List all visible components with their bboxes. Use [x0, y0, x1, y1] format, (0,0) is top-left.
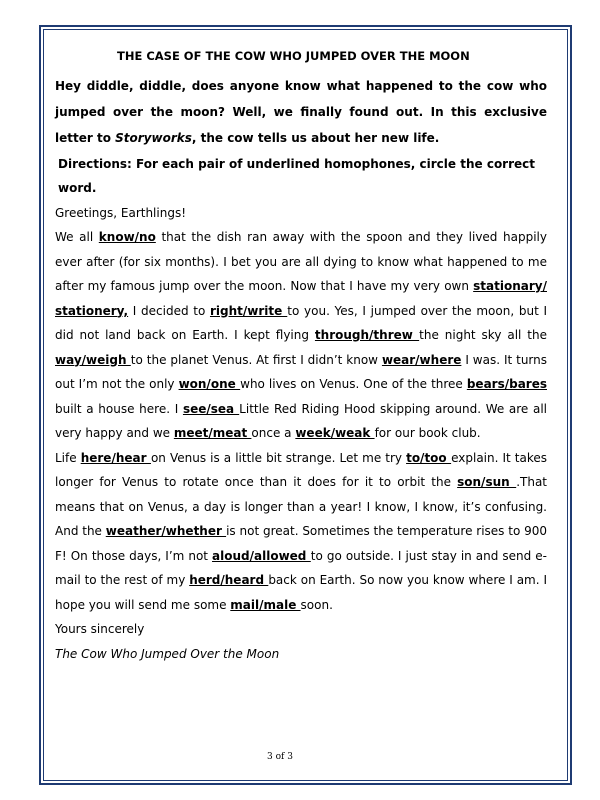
homophone-pair[interactable]: through/threw	[314, 328, 420, 342]
body-text: built a house here. I	[55, 401, 183, 416]
body-text: We all	[55, 230, 99, 244]
signature: The Cow Who Jumped Over the Moon	[55, 646, 280, 661]
body-text: .That means that on Venus, a day is longer than a year! I know, I know, it’s confusing. And the	[55, 475, 547, 538]
intro-text-2: , the cow tells us about her new life.	[191, 130, 440, 145]
homophone-pair[interactable]: weather/whether	[105, 524, 227, 538]
body-text: soon.	[300, 597, 333, 612]
body-text: who lives on Venus. One of the three	[240, 377, 467, 391]
homophone-pair[interactable]: bears/bares	[466, 377, 547, 391]
homophone-pair[interactable]: here/hear	[80, 450, 151, 465]
homophone-pair[interactable]: stationary/ stationery,	[55, 279, 547, 318]
homophone-pair[interactable]: way/weigh	[55, 352, 131, 367]
body-text: explain. It takes longer for Venus to rotate once than it does for it to orbit the	[55, 450, 548, 489]
intro-text-1: Hey diddle, diddle, does anyone know what happened to the cow who jumped over the moon? Well, we finally found out. In this exclusive letter to	[55, 78, 547, 145]
body-text: that the dish ran away with the spoon and they lived happily ever after (for six months). I bet you are all dying to know what happened to me after my famous jump over the moon. Now that I have my very own	[55, 230, 547, 293]
homophone-pair[interactable]: aloud/allowed	[212, 548, 311, 563]
body-text: Little Red Riding Hood skipping around. We are all very happy and we	[55, 401, 548, 440]
body-text: Life	[55, 450, 81, 465]
body-text: the night sky all the	[419, 328, 547, 342]
letter-paragraph-1	[55, 225, 547, 446]
homophone-pair[interactable]: meet/meat	[173, 426, 252, 440]
intro-paragraph	[55, 73, 547, 151]
homophone-pair[interactable]: son/sun	[457, 475, 517, 489]
homophone-pair[interactable]: herd/heard	[189, 573, 269, 587]
body-text: for our book club.	[374, 426, 481, 440]
homophone-pair[interactable]: see/sea	[182, 401, 240, 416]
body-text: once a	[251, 426, 296, 440]
letter-paragraph-2	[55, 446, 547, 618]
document-title: THE CASE OF THE COW WHO JUMPED OVER THE MOON	[117, 49, 470, 63]
body-text: I decided to	[128, 303, 210, 318]
homophone-pair[interactable]: to/too	[406, 450, 452, 465]
homophone-pair[interactable]: know/no	[98, 230, 156, 244]
homophone-pair[interactable]: right/write	[209, 303, 288, 318]
closing: Yours sincerely	[55, 622, 145, 636]
body-text: to go outside. I just stay in and send e-mail to the rest of my	[55, 548, 547, 587]
body-text: back on Earth. So now you know where I am. I hope you will send me some	[55, 573, 547, 612]
document-body	[55, 44, 547, 666]
homophone-pair[interactable]: wear/where	[381, 352, 462, 367]
homophone-pair[interactable]: won/one	[178, 377, 241, 391]
greeting: Greetings, Earthlings!	[55, 205, 187, 220]
body-text: to you. Yes, I jumped over the moon, but I did not land back on Earth. I kept flying	[55, 303, 547, 342]
body-text: to the planet Venus. At first I didn’t know	[130, 352, 382, 367]
body-text: on Venus is a little bit strange. Let me try	[150, 450, 407, 465]
body-text: I was. It turns out I’m not the only	[55, 352, 548, 391]
body-text: is not great. Sometimes the temperature rises to 900 F! On those days, I’m not	[55, 524, 548, 563]
homophone-pair[interactable]: mail/male	[230, 597, 301, 612]
homophone-pair[interactable]: week/weak	[295, 426, 375, 440]
magazine-name: Storyworks	[115, 130, 192, 145]
directions: Directions: For each pair of underlined homophones, circle the correct word.	[58, 156, 536, 195]
page-number: 3 of 3	[267, 752, 293, 762]
